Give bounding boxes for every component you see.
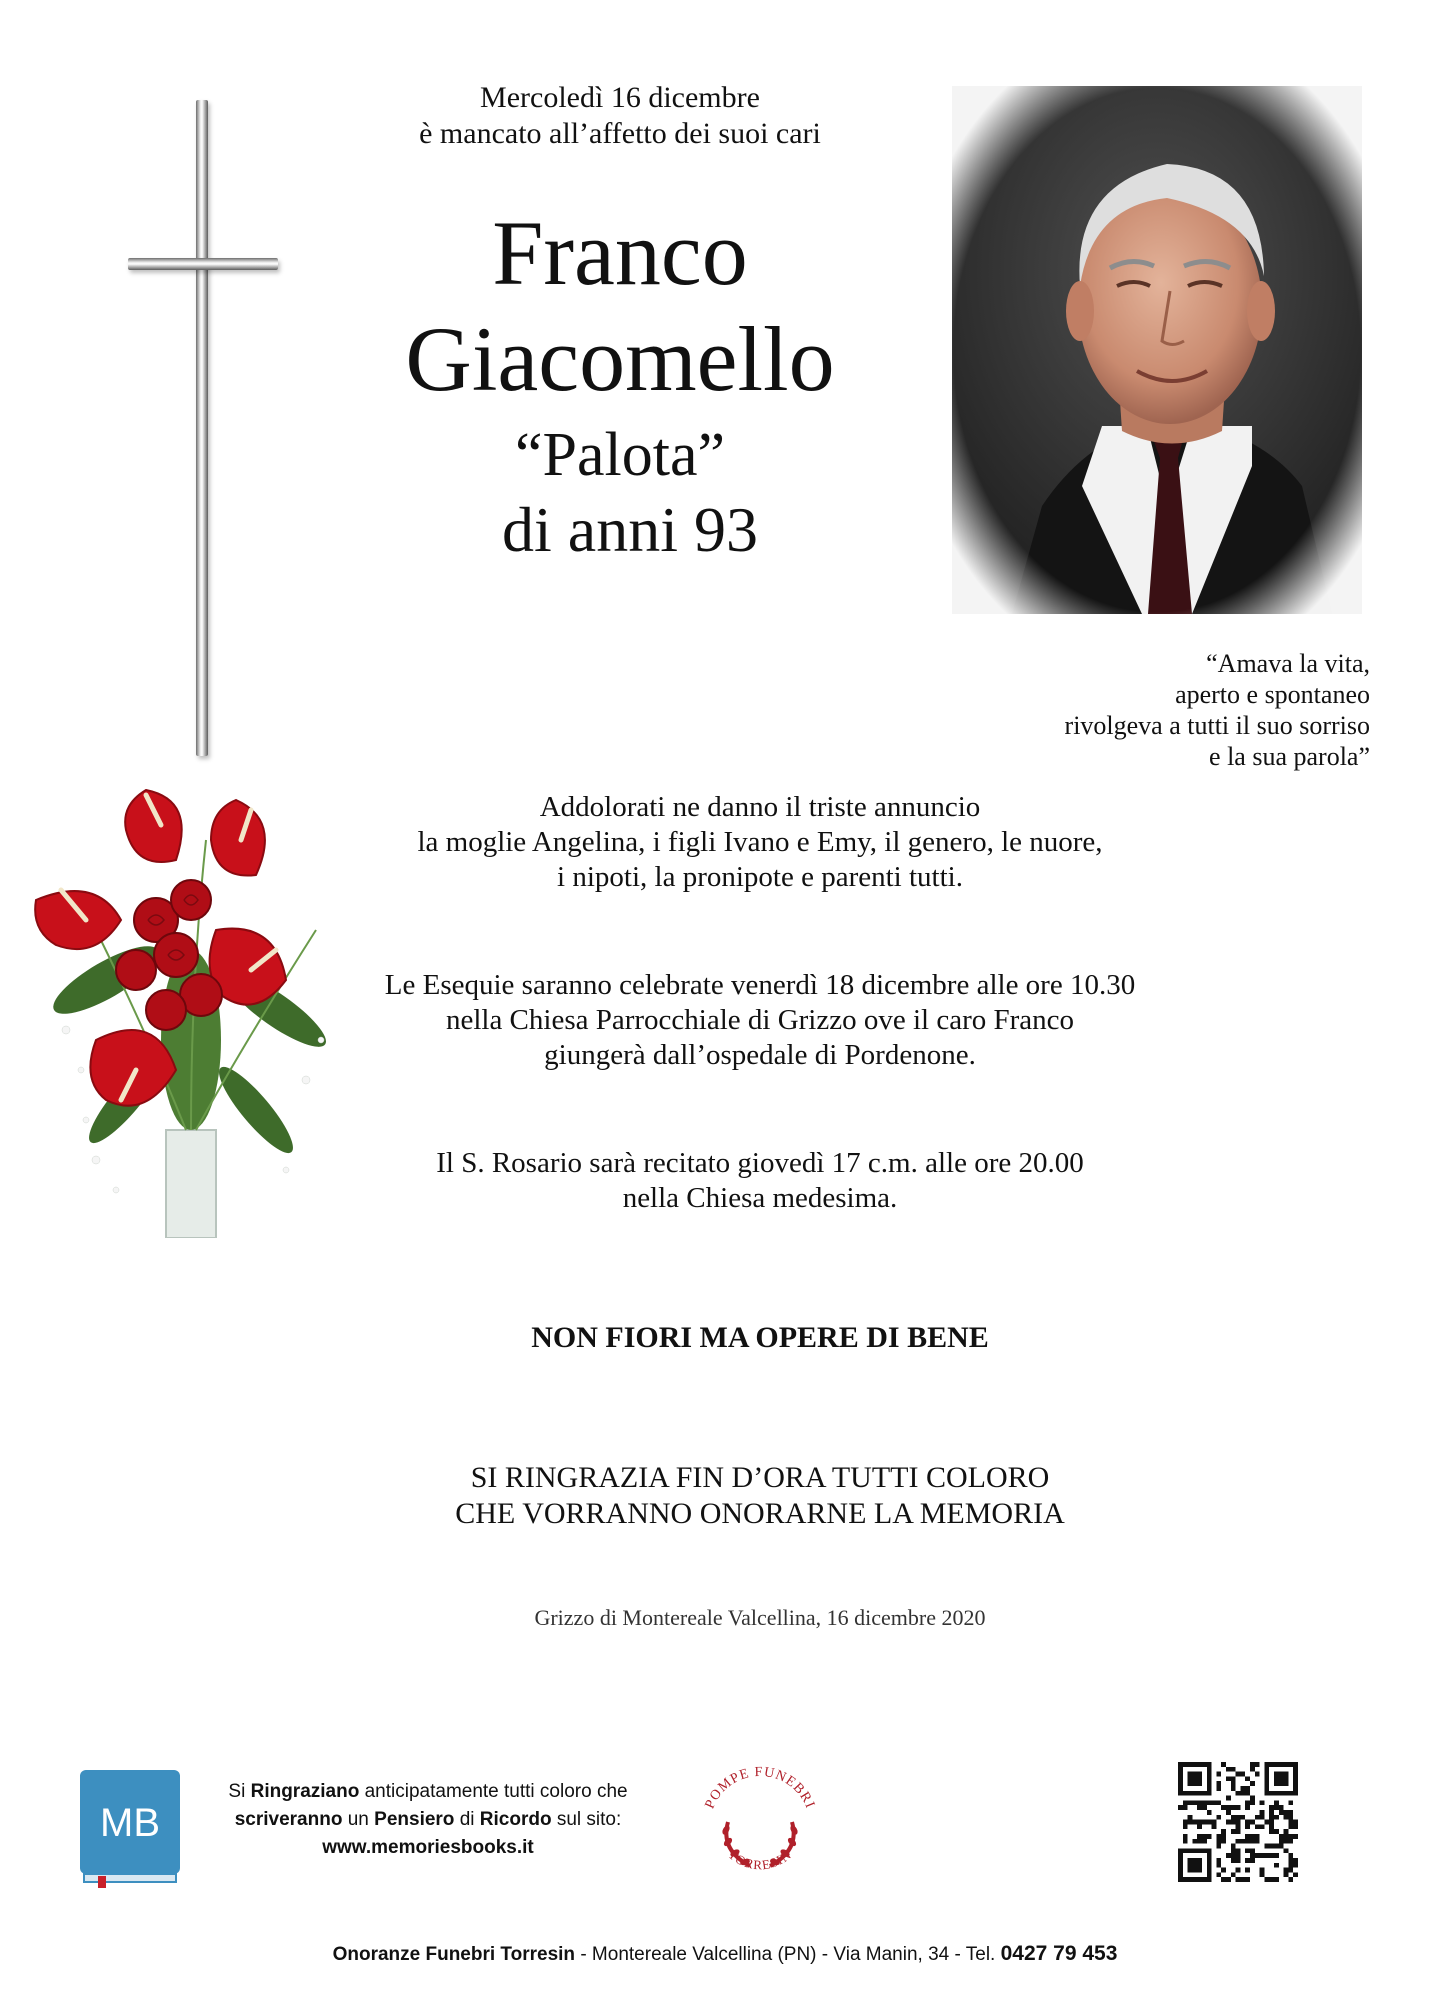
quote-line: rivolgeva a tutti il suo sorriso	[1064, 711, 1370, 740]
funeral-line: giungerà dall’ospedale di Pordenone.	[544, 1039, 976, 1071]
announcement-line: Addolorati ne danno il triste annuncio	[539, 791, 981, 823]
portrait-photo	[952, 86, 1362, 614]
thanks-line: CHE VORRANNO ONORARNE LA MEMORIA	[455, 1497, 1065, 1530]
quote-line: aperto e spontaneo	[1175, 680, 1370, 709]
funeral-line: nella Chiesa Parrocchiale di Grizzo ove il caro Franco	[445, 1004, 1075, 1036]
rosary-line: nella Chiesa medesima.	[622, 1182, 898, 1214]
pompe-funebri-logo	[690, 1750, 830, 1890]
cross-vertical-bar	[196, 100, 208, 756]
age: di anni 93	[502, 494, 758, 565]
portrait-illustration	[952, 86, 1362, 614]
announcement-line: la moglie Angelina, i figli Ivano e Emy, il genero, le nuore,	[417, 826, 1103, 858]
death-date: Mercoledì 16 dicembre	[480, 81, 760, 114]
memoriesbooks-url[interactable]: www.memoriesbooks.it	[322, 1837, 534, 1858]
announcement	[320, 790, 1200, 895]
memoriesbooks-line1: Si Ringraziano anticipatamente tutti coloro che	[228, 1781, 628, 1802]
rosary-line: Il S. Rosario sarà recitato giovedì 17 c.m. alle ore 20.00	[436, 1147, 1084, 1179]
footer-company: Onoranze Funebri Torresin	[332, 1944, 576, 1965]
memorial-quote	[960, 648, 1370, 772]
last-name: Giacomello	[405, 308, 835, 410]
funeral-line: Le Esequie saranno celebrate venerdì 18 dicembre alle ore 10.30	[384, 969, 1136, 1001]
cross-horizontal-bar	[128, 258, 278, 270]
announcement-line: i nipoti, la pronipote e parenti tutti.	[557, 861, 963, 893]
footer-address: - Montereale Valcellina (PN) - Via Manin, 34 - Tel.	[575, 1944, 1001, 1965]
flowers-image	[26, 780, 352, 1238]
first-name: Franco	[492, 202, 748, 304]
quote-line: e la sua parola”	[1209, 742, 1370, 771]
death-date-block	[340, 80, 900, 152]
no-flowers-notice: NON FIORI MA OPERE DI BENE	[531, 1321, 989, 1354]
memoriesbooks-message	[218, 1778, 638, 1862]
death-phrase: è mancato all’affetto dei suoi cari	[419, 117, 821, 150]
place-and-date: Grizzo di Montereale Valcellina, 16 dicembre 2020	[534, 1605, 986, 1630]
quote-line: “Amava la vita,	[1206, 649, 1370, 678]
rosary-info	[320, 1146, 1200, 1216]
nickname: “Palota”	[514, 421, 725, 489]
thanks-line: SI RINGRAZIA FIN D’ORA TUTTI COLORO	[470, 1461, 1050, 1494]
funeral-info	[310, 968, 1210, 1073]
svg-text:TORRESIN: TORRESIN	[725, 1846, 795, 1873]
memoriesbooks-line2: scriveranno un Pensiero di Ricordo sul sito:	[234, 1809, 622, 1830]
qr-code[interactable]	[1178, 1762, 1298, 1882]
deceased-name	[330, 200, 910, 412]
footer-phone[interactable]: 0427 79 453	[1000, 1942, 1118, 1965]
footer-contact	[150, 1942, 1300, 1967]
memoriesbooks-logo-text: MB	[100, 1801, 160, 1845]
svg-text:POMPE FUNEBRI: POMPE FUNEBRI	[702, 1764, 818, 1812]
thanks-notice	[320, 1460, 1200, 1532]
memoriesbooks-logo[interactable]	[80, 1770, 180, 1888]
